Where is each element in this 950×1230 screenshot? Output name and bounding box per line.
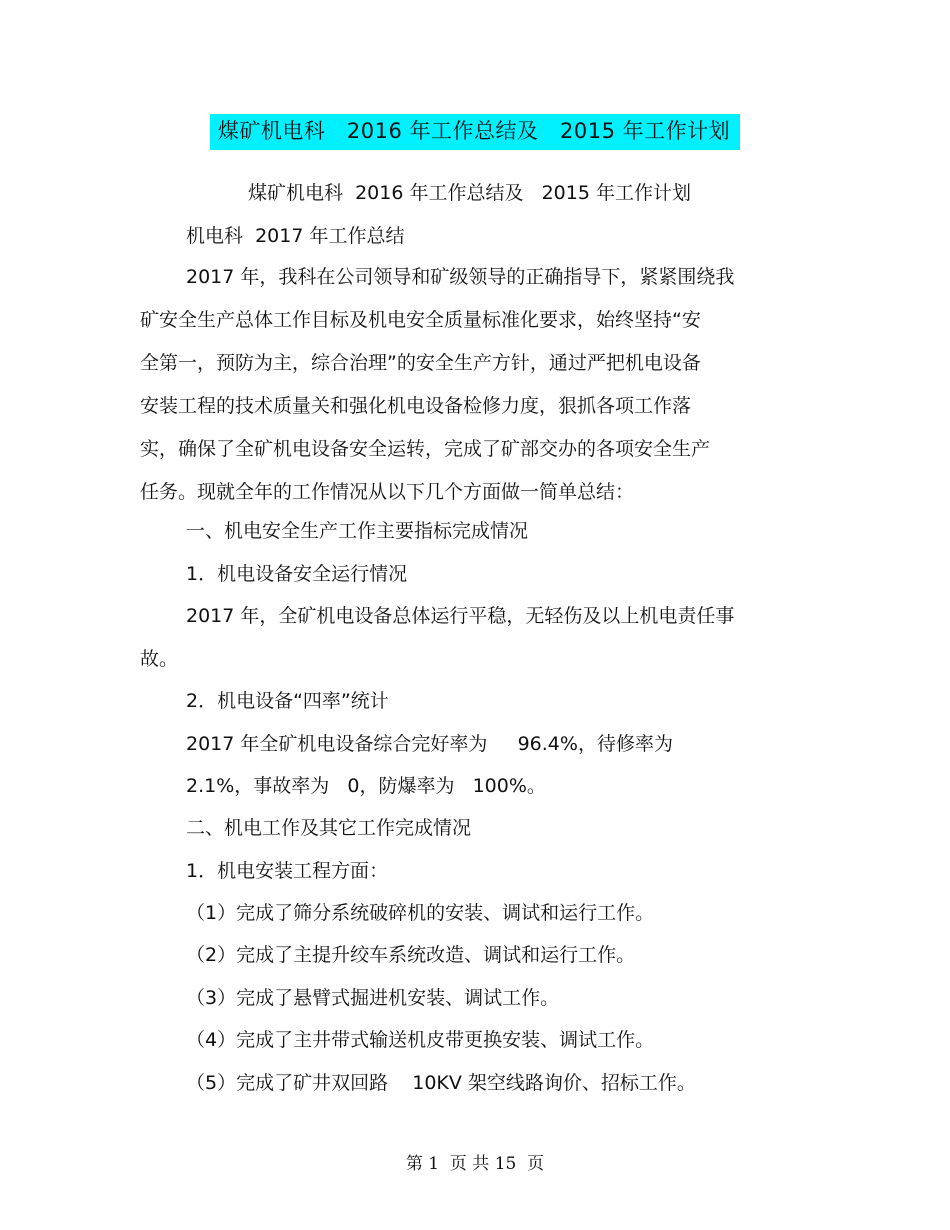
paragraph-line: 故。 — [140, 648, 179, 670]
paragraph-line: 2017 年全矿机电设备综合完好率为 96.4%，待修率为 — [186, 733, 673, 755]
document-subtitle: 煤矿机电科 2016 年工作总结及 2015 年工作计划 — [248, 182, 691, 204]
paragraph-line: 2.1%，事故率为 0，防爆率为 100%。 — [186, 775, 546, 797]
section-heading-summary: 机电科 2017 年工作总结 — [186, 225, 405, 247]
paragraph-line: 2017 年，全矿机电设备总体运行平稳，无轻伤及以上机电责任事 — [186, 605, 735, 627]
list-item: （1）完成了筛分系统破碎机的安装、调试和运行工作。 — [186, 902, 655, 924]
paragraph-line: 2017 年，我科在公司领导和矿级领导的正确指导下，紧紧围绕我 — [186, 266, 735, 288]
subsection-heading: 1．机电设备安全运行情况 — [186, 563, 408, 585]
document-title: 煤矿机电科 2016 年工作总结及 2015 年工作计划 — [210, 114, 740, 150]
paragraph-line: 安装工程的技术质量关和强化机电设备检修力度，狠抓各项工作落 — [140, 395, 692, 417]
section-heading: 一、机电安全生产工作主要指标完成情况 — [186, 520, 529, 542]
paragraph-line: 任务。现就全年的工作情况从以下几个方面做一简单总结： — [140, 481, 635, 503]
paragraph-line: 实，确保了全矿机电设备安全运转，完成了矿部交办的各项安全生产 — [140, 438, 711, 460]
paragraph-line: 全第一，预防为主，综合治理”的安全生产方针，通过严把机电设备 — [140, 352, 701, 374]
list-item: （4）完成了主井带式输送机皮带更换安装、调试工作。 — [186, 1029, 655, 1051]
page-footer: 第 1 页 共 15 页 — [405, 1154, 545, 1174]
list-item: （5）完成了矿井双回路 10KV 架空线路询价、招标工作。 — [186, 1072, 696, 1094]
subsection-heading: 2．机电设备“四率”统计 — [186, 690, 389, 712]
list-item: （3）完成了悬臂式掘进机安装、调试工作。 — [186, 987, 560, 1009]
list-item: （2）完成了主提升绞车系统改造、调试和运行工作。 — [186, 944, 636, 966]
title-container — [0, 114, 950, 150]
paragraph-line: 矿安全生产总体工作目标及机电安全质量标准化要求，始终坚持“安 — [140, 309, 701, 331]
section-heading: 二、机电工作及其它工作完成情况 — [186, 817, 472, 839]
subsection-heading: 1．机电安装工程方面： — [186, 860, 389, 882]
